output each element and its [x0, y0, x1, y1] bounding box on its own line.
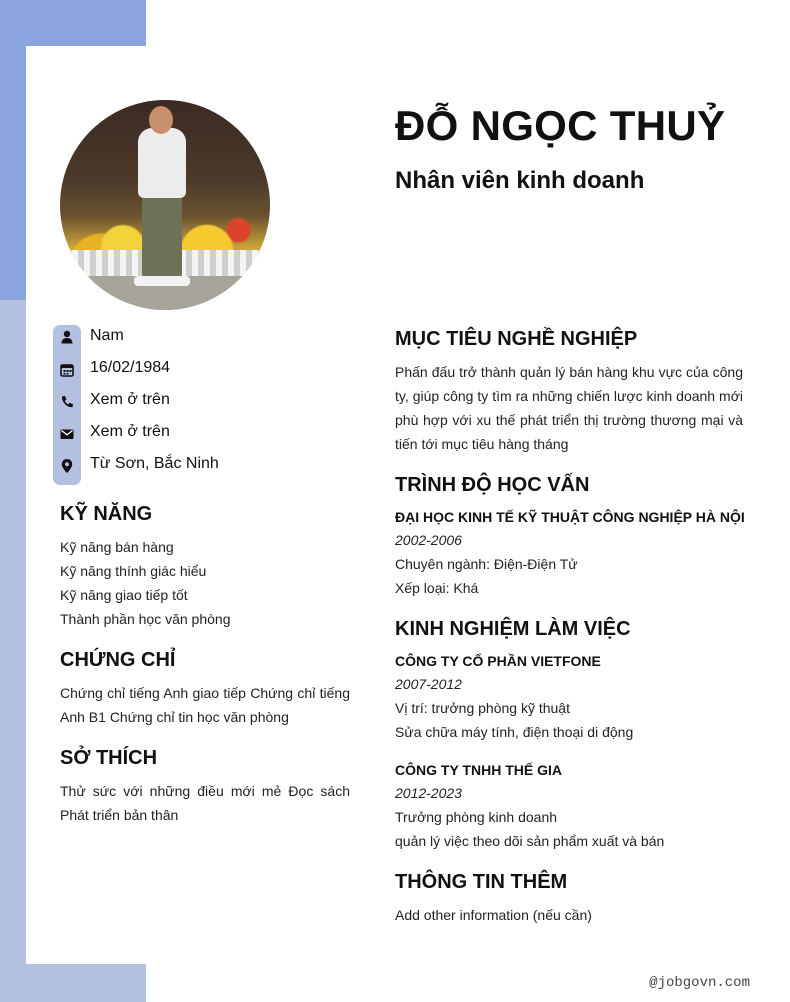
mail-icon [59, 426, 75, 442]
education-grade: Xếp loại: Khá [395, 580, 479, 596]
photo-person-legs [142, 196, 182, 278]
contact-gender: Nam [90, 327, 124, 344]
experience-heading: KINH NGHIỆM LÀM VIỆC [395, 618, 631, 640]
photo-person-head [149, 106, 173, 134]
profile-photo [60, 100, 270, 310]
additional-info-text: Add other information (nếu cần) [395, 907, 592, 923]
hobbies-heading: SỞ THÍCH [60, 747, 158, 769]
school-name: ĐẠI HỌC KINH TẾ KỸ THUẬT CÔNG NGHIỆP HÀ NỘI [395, 509, 745, 525]
certificates-heading: CHỨNG CHỈ [60, 649, 176, 671]
skill-item: Thành phần học văn phòng [60, 611, 231, 627]
person-icon [59, 329, 75, 345]
job-period: 2007-2012 [395, 676, 462, 692]
job-detail: Trưởng phòng kinh doanh [395, 809, 558, 825]
calendar-icon [59, 362, 75, 378]
contact-email: Xem ở trên [90, 423, 170, 440]
location-pin-icon [59, 458, 75, 474]
company-name: CÔNG TY CỔ PHẦN VIETFONE [395, 653, 601, 669]
hobbies-text: Thử sức với những điều mới mẻ Đọc sách Phát triển bản thân [60, 783, 350, 823]
contact-address: Từ Sơn, Bắc Ninh [90, 455, 219, 472]
contact-phone: Xem ở trên [90, 391, 170, 408]
company-name: CÔNG TY TNHH THẾ GIA [395, 762, 562, 778]
accent-strip-left [0, 300, 26, 1002]
photo-person-shoes [134, 276, 190, 286]
skill-item: Kỹ năng bán hàng [60, 539, 174, 555]
objective-heading: MỤC TIÊU NGHỀ NGHIỆP [395, 328, 638, 350]
candidate-name: ĐỖ NGỌC THUỶ [395, 102, 726, 149]
education-major: Chuyên ngành: Điện-Điện Tử [395, 556, 578, 572]
certificates-text: Chứng chỉ tiếng Anh giao tiếp Chứng chỉ tiếng Anh B1 Chứng chỉ tin học văn phòng [60, 685, 350, 725]
photo-person-body [138, 128, 186, 198]
job-period: 2012-2023 [395, 785, 462, 801]
job-title: Nhân viên kinh doanh [395, 167, 645, 194]
objective-text: Phấn đấu trở thành quản lý bán hàng khu vực của công ty, giúp công ty tìm ra những chiến lược kinh doanh mới phù hợp với xu thế phát triển thị trường thương mại và tiến tới mục tiêu hàng tháng [395, 364, 743, 452]
contact-birthday: 16/02/1984 [90, 359, 171, 376]
site-watermark: @jobgovn.com [649, 975, 750, 991]
education-heading: TRÌNH ĐỘ HỌC VẤN [395, 474, 590, 496]
skill-item: Kỹ năng giao tiếp tốt [60, 587, 188, 603]
skills-heading: KỸ NĂNG [60, 503, 153, 525]
job-detail: Sửa chữa máy tính, điện thoại di động [395, 724, 634, 740]
education-period: 2002-2006 [395, 532, 462, 548]
additional-info-heading: THÔNG TIN THÊM [395, 871, 568, 893]
phone-icon [59, 394, 75, 410]
job-detail: quản lý việc theo dõi sản phẩm xuất và bán [395, 833, 665, 849]
skill-item: Kỹ năng thính giác hiểu [60, 563, 207, 579]
accent-block-bottom [0, 964, 146, 1002]
job-detail: Vị trí: trưởng phòng kỹ thuật [395, 700, 570, 716]
